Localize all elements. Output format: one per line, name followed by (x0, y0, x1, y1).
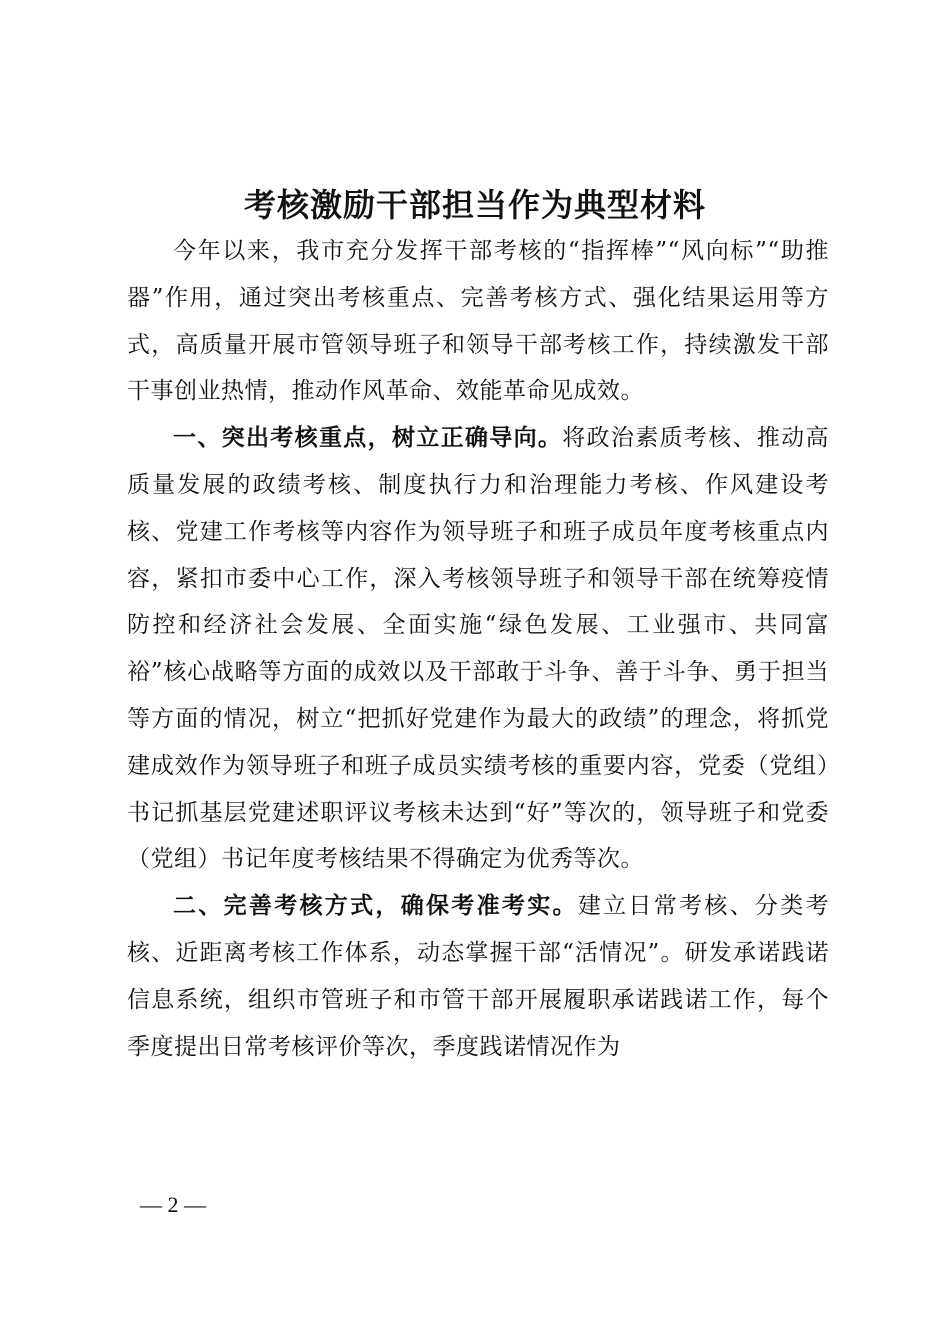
section-2-heading: 二、完善考核方式，确保考准考实。 (173, 893, 578, 920)
page-number: — 2 — (140, 1192, 206, 1217)
intro-paragraph: 今年以来，我市充分发挥干部考核的“指挥棒”“风向标”“助推器”作用，通过突出考核重点、完善考核方式、强化结果运用等方式，高质量开展市管领导班子和领导干部考核工作，持续激发干部干事创业热情，推动作风革命、效能革命见成效。 (127, 238, 829, 405)
document-body (127, 228, 829, 1070)
section-2-paragraph (127, 883, 829, 1070)
document-title: 考核激励干部担当作为典型材料 (243, 186, 706, 224)
section-2-text: 建立日常考核、分类考核、近距离考核工作体系，动态掌握干部“活情况”。研发承诺践诺信息系统，组织市管班子和市管干部开展履职承诺践诺工作，每个季度提出日常考核评价等次，季度践诺情况作为 (127, 893, 830, 1060)
section-1-paragraph (127, 415, 829, 883)
section-1-heading: 一、突出考核重点，树立正确导向。 (173, 425, 563, 452)
section-1-text: 将政治素质考核、推动高质量发展的政绩考核、制度执行力和治理能力考核、作风建设考核、党建工作考核等内容作为领导班子和班子成员年度考核重点内容，紧扣市委中心工作，深入考核领导班子和领导干部在统筹疫情防控和经济社会发展、全面实施“绿色发展、工业强市、共同富裕”核心战略等方面的成效以及干部敢于斗争、善于斗争、勇于担当等方面的情况，树立“把抓好党建作为最大的政绩”的理念，将抓党建成效作为领导班子和班子成员实绩考核的重要内容，党委（党组）书记抓基层党建述职评议考核未达到“好”等次的，领导班子和党委（党组）书记年度考核结果不得确定为优秀等次。 (127, 425, 830, 873)
